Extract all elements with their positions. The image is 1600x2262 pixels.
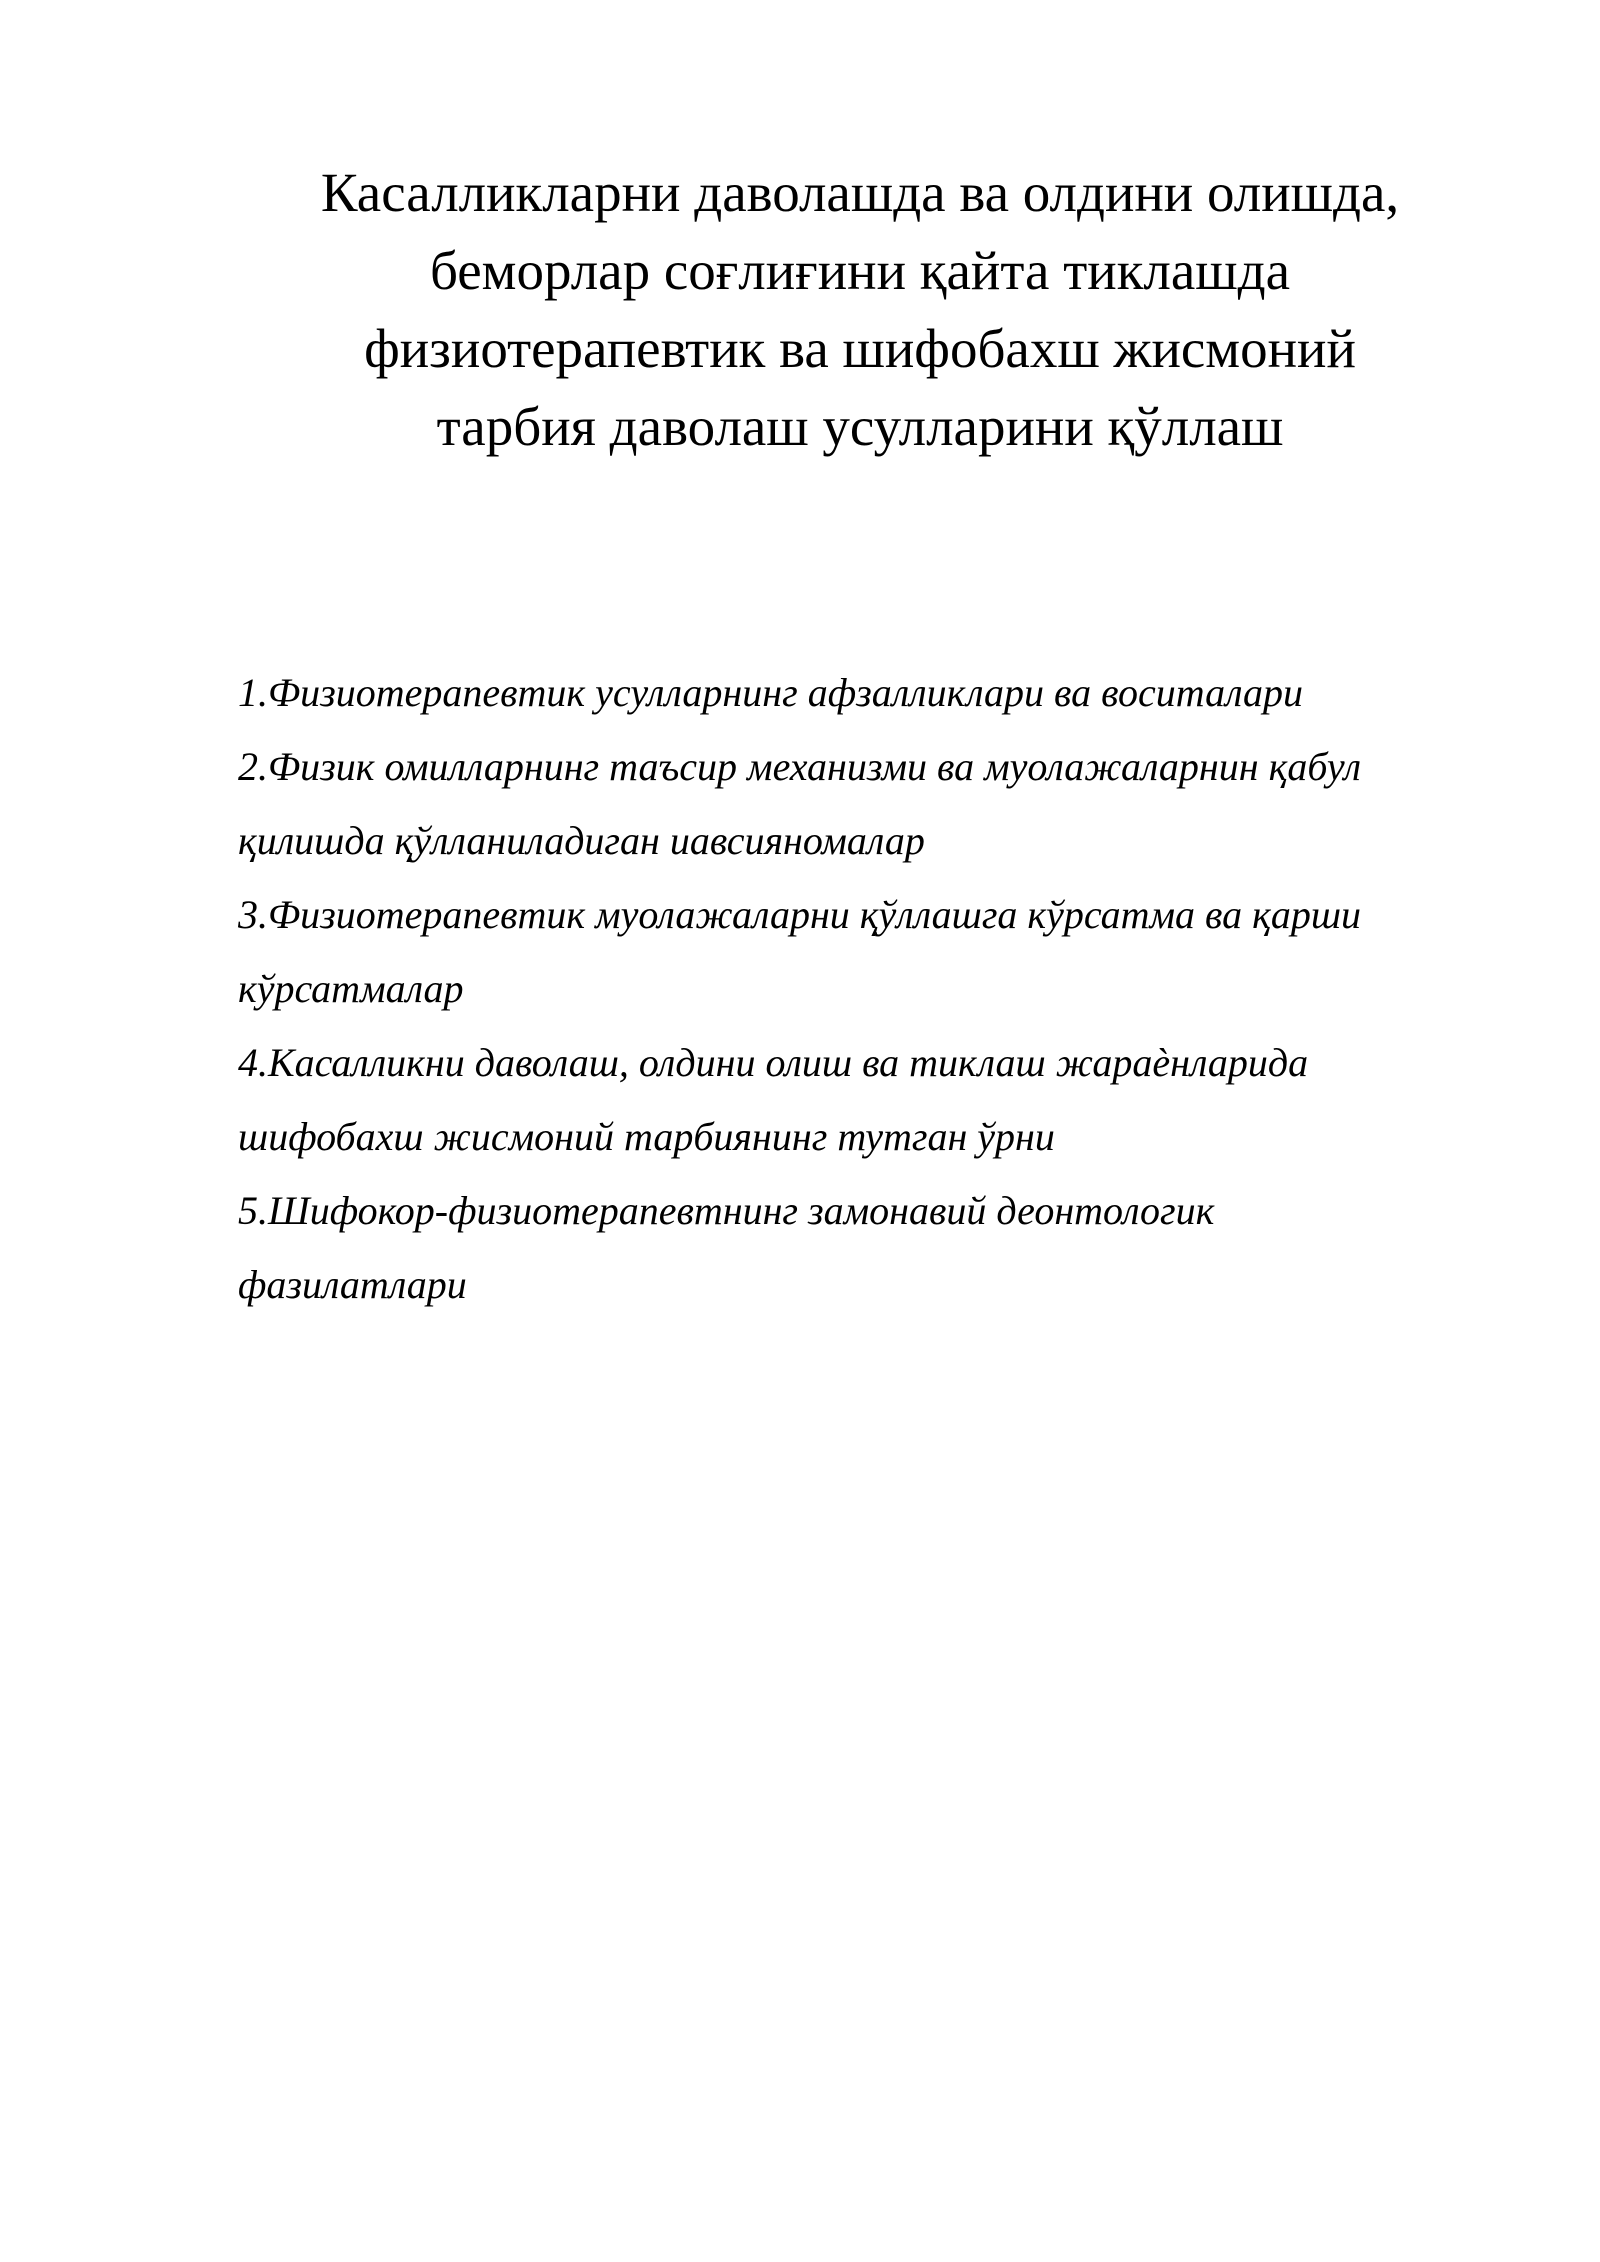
title-line: физиотерапевтик ва шифобахш жисмоний: [364, 318, 1356, 379]
outline-item: [238, 878, 1468, 1026]
outline-list: [238, 656, 1468, 1322]
outline-item-line: фазилатлари: [238, 1262, 467, 1307]
outline-item-line: 5.Шифокор-физиотерапевтнинг замонавий деонтологик: [238, 1188, 1215, 1233]
outline-item: [238, 1174, 1468, 1322]
title-line: тарбия даволаш усулларини қўллаш: [436, 396, 1284, 457]
page-title: [260, 154, 1460, 466]
outline-item-line: қилишда қўлланиладиган иавсияномалар: [238, 818, 925, 863]
outline-item-line: 2.Физик омилларнинг таъсир механизми ва муолажаларнин қабул: [238, 744, 1362, 789]
outline-item-line: шифобахш жисмоний тарбиянинг тутган ўрни: [238, 1114, 1055, 1159]
outline-item-line: 3.Физиотерапевтик муолажаларни қўллашга кўрсатма ва қарши: [238, 892, 1362, 937]
title-line: Касалликларни даволашда ва олдини олишда,: [320, 162, 1400, 223]
outline-item-line: 4.Касалликни даволаш, олдини олиш ва тиклаш жараѐнларида: [238, 1040, 1309, 1085]
outline-item-line: 1.Физиотерапевтик усулларнинг афзалликлари ва воситалари: [238, 670, 1304, 715]
outline-item: [238, 730, 1468, 878]
outline-item: [238, 1026, 1468, 1174]
outline-item: [238, 656, 1468, 730]
outline-item-line: кўрсатмалар: [238, 966, 464, 1011]
title-line: беморлар соғлиғини қайта тиклашда: [429, 240, 1291, 301]
